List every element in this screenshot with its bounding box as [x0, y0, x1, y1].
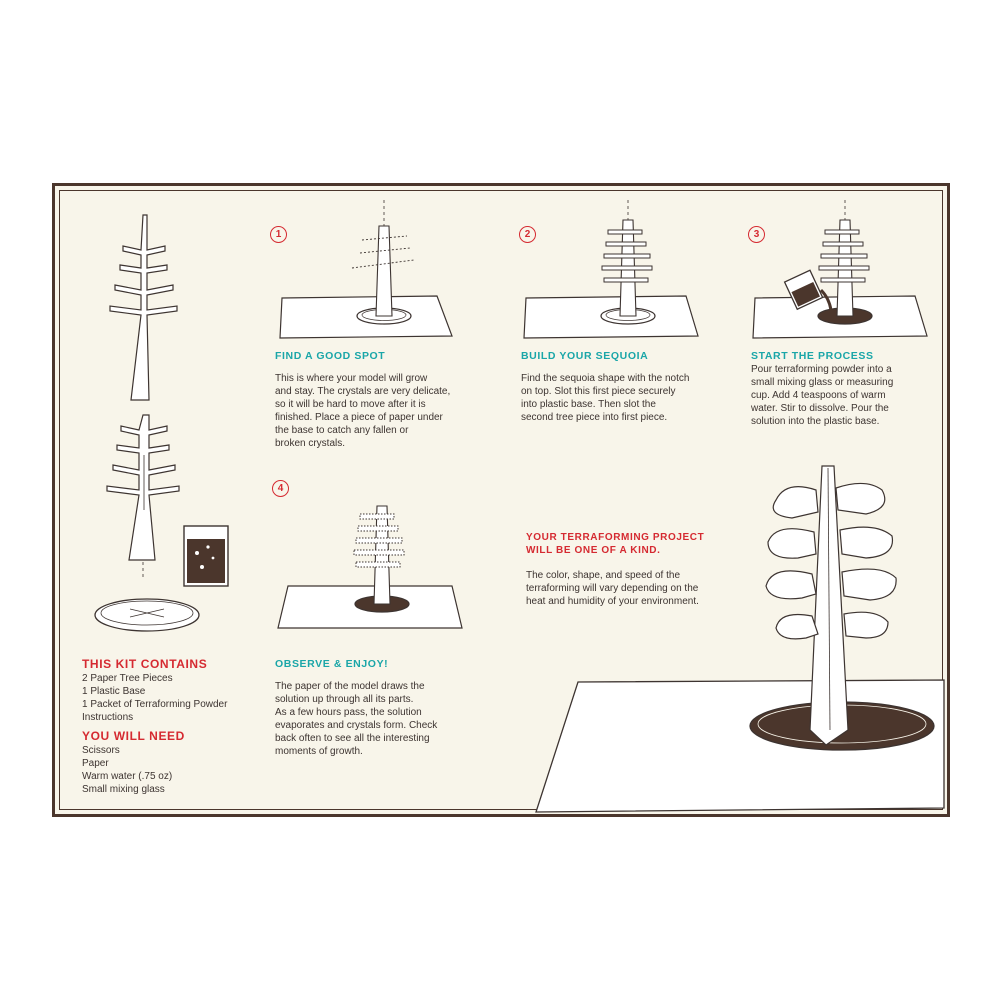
step-2-line: Find the sequoia shape with the notch	[521, 373, 690, 384]
step-4-number-badge: 4	[272, 480, 289, 497]
step-2-line: second tree piece into first piece.	[521, 412, 668, 423]
step-4-text	[275, 658, 485, 758]
step-3-line: cup. Add 4 teaspoons of warm	[751, 390, 886, 401]
step-1-title: FIND A GOOD SPOT	[275, 350, 386, 362]
step-4-title: OBSERVE & ENJOY!	[275, 658, 389, 670]
step-2-number-badge: 2	[519, 226, 536, 243]
step-2-line: on top. Slot this first piece securely	[521, 386, 676, 397]
project-title-line: YOUR TERRAFORMING PROJECT	[526, 532, 705, 543]
kit-contains-item: 1 Plastic Base	[82, 686, 146, 697]
step-3-line: small mixing glass or measuring	[751, 377, 894, 388]
step-3-text	[751, 350, 931, 428]
step-3-line: solution into the plastic base.	[751, 416, 880, 427]
step-1-number-badge: 1	[270, 226, 287, 243]
step-3-line: water. Stir to dissolve. Pour the	[751, 403, 889, 414]
step-1-illustration	[272, 198, 462, 343]
step-2-illustration	[516, 198, 706, 343]
step-3-illustration	[745, 198, 935, 343]
kit-need-item: Scissors	[82, 745, 120, 756]
project-line: heat and humidity of your environment.	[526, 596, 699, 607]
kit-need-title: YOU WILL NEED	[82, 729, 185, 743]
step-4-line: solution up through all its parts.	[275, 694, 414, 705]
step-1-line: This is where your model will grow	[275, 373, 428, 384]
step-1-text	[275, 350, 485, 450]
step-4-illustration	[270, 498, 470, 633]
project-line: terraforming will vary depending on the	[526, 583, 699, 594]
powder-packet-illustration	[183, 525, 229, 587]
step-4-line: moments of growth.	[275, 746, 363, 757]
step-1-line: broken crystals.	[275, 438, 346, 449]
kit-contains-item: Instructions	[82, 712, 134, 723]
step-3-line: Pour terraforming powder into a	[751, 364, 892, 375]
project-title-line: WILL BE ONE OF A KIND.	[526, 545, 661, 556]
plastic-base-illustration	[92, 590, 202, 640]
kit-contains-item: 1 Packet of Terraforming Powder	[82, 699, 228, 710]
step-1-line: and stay. The crystals are very delicate,	[275, 386, 451, 397]
step-4-line: The paper of the model draws the	[275, 681, 425, 692]
project-line: The color, shape, and speed of the	[526, 570, 680, 581]
step-1-line: the base to catch any fallen or	[275, 425, 409, 436]
kit-need-item: Paper	[82, 758, 109, 769]
kit-contains-item: 2 Paper Tree Pieces	[82, 673, 173, 684]
step-3-title: START THE PROCESS	[751, 350, 874, 362]
finished-tree-illustration	[536, 460, 944, 812]
kit-contains-section	[82, 657, 262, 796]
step-4-line: back often to see all the interesting	[275, 733, 430, 744]
step-3-number-badge: 3	[748, 226, 765, 243]
step-1-line: finished. Place a piece of paper under	[275, 412, 443, 423]
step-1-line: so it will be hard to move after it is	[275, 399, 426, 410]
kit-contains-title: THIS KIT CONTAINS	[82, 657, 208, 671]
tree-piece-one-illustration	[95, 210, 205, 410]
step-4-line: As a few hours pass, the solution	[275, 707, 422, 718]
step-4-line: evaporates and crystals form. Check	[275, 720, 438, 731]
kit-need-item: Warm water (.75 oz)	[82, 771, 173, 782]
step-2-title: BUILD YOUR SEQUOIA	[521, 350, 649, 362]
kit-need-item: Small mixing glass	[82, 784, 165, 795]
step-2-line: into plastic base. Then slot the	[521, 399, 656, 410]
step-2-text	[521, 350, 731, 424]
